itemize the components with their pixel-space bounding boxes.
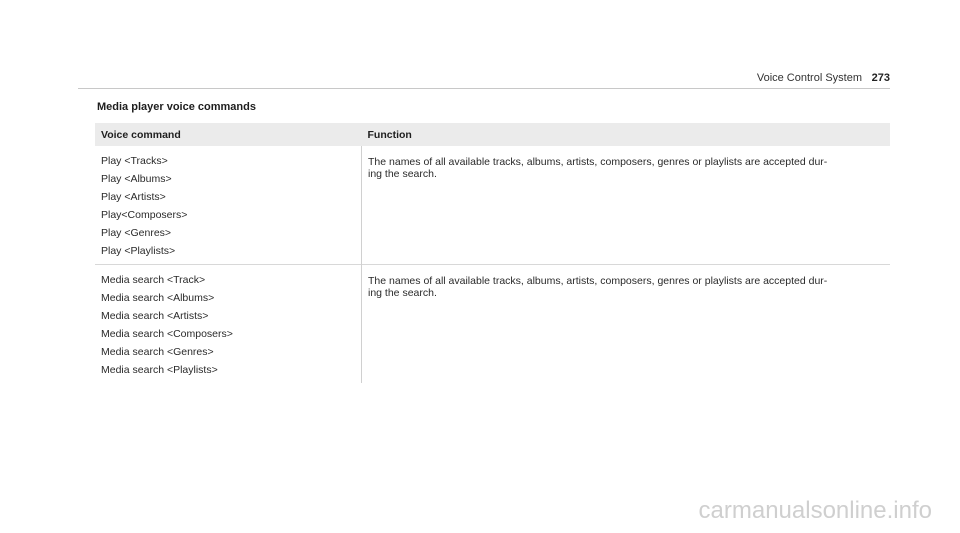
header-title: Voice Control System [756, 72, 862, 84]
command-text: Play <Genres> [101, 227, 172, 239]
table-header-row [95, 123, 890, 146]
command-text: Play <Playlists> [101, 245, 176, 257]
command-text: Play<Composers> [101, 209, 188, 221]
command-text: Play <Tracks> [101, 155, 168, 167]
column-header-voice-command: Voice command [95, 123, 362, 146]
command-text: Play <Albums> [101, 173, 172, 185]
command-text: Play <Artists> [101, 191, 166, 203]
function-text: The names of all available tracks, albums, artists, composers, genres or playlists are accepted dur- ing the search. [368, 156, 828, 180]
voice-commands-table [95, 123, 890, 383]
command-text: Media search <Genres> [101, 346, 214, 358]
page-header [78, 70, 890, 89]
section-title: Media player voice commands [97, 101, 256, 113]
table-row [95, 146, 890, 265]
command-text: Media search <Track> [101, 274, 206, 286]
command-text: Media search <Playlists> [101, 364, 218, 376]
table-row [95, 265, 890, 384]
command-text: Media search <Composers> [101, 328, 233, 340]
command-text: Media search <Albums> [101, 292, 215, 304]
function-cell [362, 265, 891, 384]
column-header-function: Function [362, 123, 891, 146]
command-text: Media search <Artists> [101, 310, 209, 322]
voice-command-cell [95, 146, 362, 265]
voice-command-cell [95, 265, 362, 384]
watermark: carmanualsonline.info [698, 497, 932, 524]
function-cell [362, 146, 891, 265]
function-text: The names of all available tracks, albums, artists, composers, genres or playlists are accepted dur- ing the search. [368, 275, 828, 299]
page-number: 273 [871, 72, 890, 84]
